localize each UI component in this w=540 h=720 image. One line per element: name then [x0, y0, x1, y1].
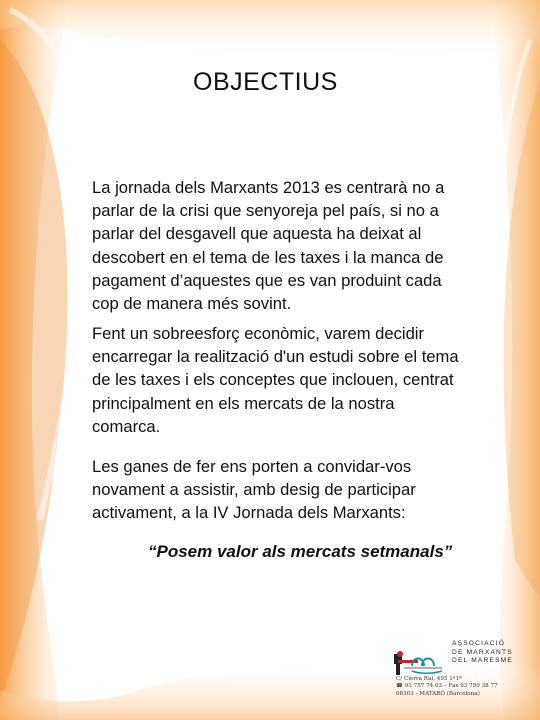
logo-wordmark — [452, 640, 513, 666]
event-slogan: “Posem valor als mercats setmanals” — [148, 542, 453, 561]
address-phone: ☎ 93 757 74 03 – Fax 93 799 38 77 — [396, 683, 498, 690]
logo-line-1: ASSOCIACIÓ — [452, 640, 506, 647]
logo-mark-icon — [390, 644, 446, 676]
paragraph-study: Fent un sobreesforç econòmic, varem decidir encarregar la realització d'un estudi sobre el tema de les taxes i els conceptes que inclouen, centrat principalment en els mercats de la nostra comarca. — [92, 324, 459, 436]
logo-address — [396, 676, 498, 698]
paragraph-invitation: Les ganes de fer ens porten a convidar-vos novament a assistir, amb desig de participar activament, a la IV Jornada dels Marxants: — [92, 457, 416, 523]
address-street: C/ Cierra Ral, 495 1º1ª — [396, 676, 462, 682]
address-city: 08303 - MATARÓ (Barcelona) — [396, 690, 480, 697]
association-logo — [390, 640, 530, 710]
logo-line-2: DE MARXANTS — [452, 648, 513, 656]
page-title: OBJECTIUS — [193, 68, 338, 96]
logo-line-3: DEL MARESME — [452, 657, 513, 664]
paragraph-intro: La jornada dels Marxants 2013 es centrarà no a parlar de la crisi que senyoreja pel país, si no a parlar del desgavell que aquesta ha deixat al descobert en el tema de les taxes i la manca de pagament d’aquestes que es van produint cada cop de manera més sovint. — [92, 178, 445, 314]
